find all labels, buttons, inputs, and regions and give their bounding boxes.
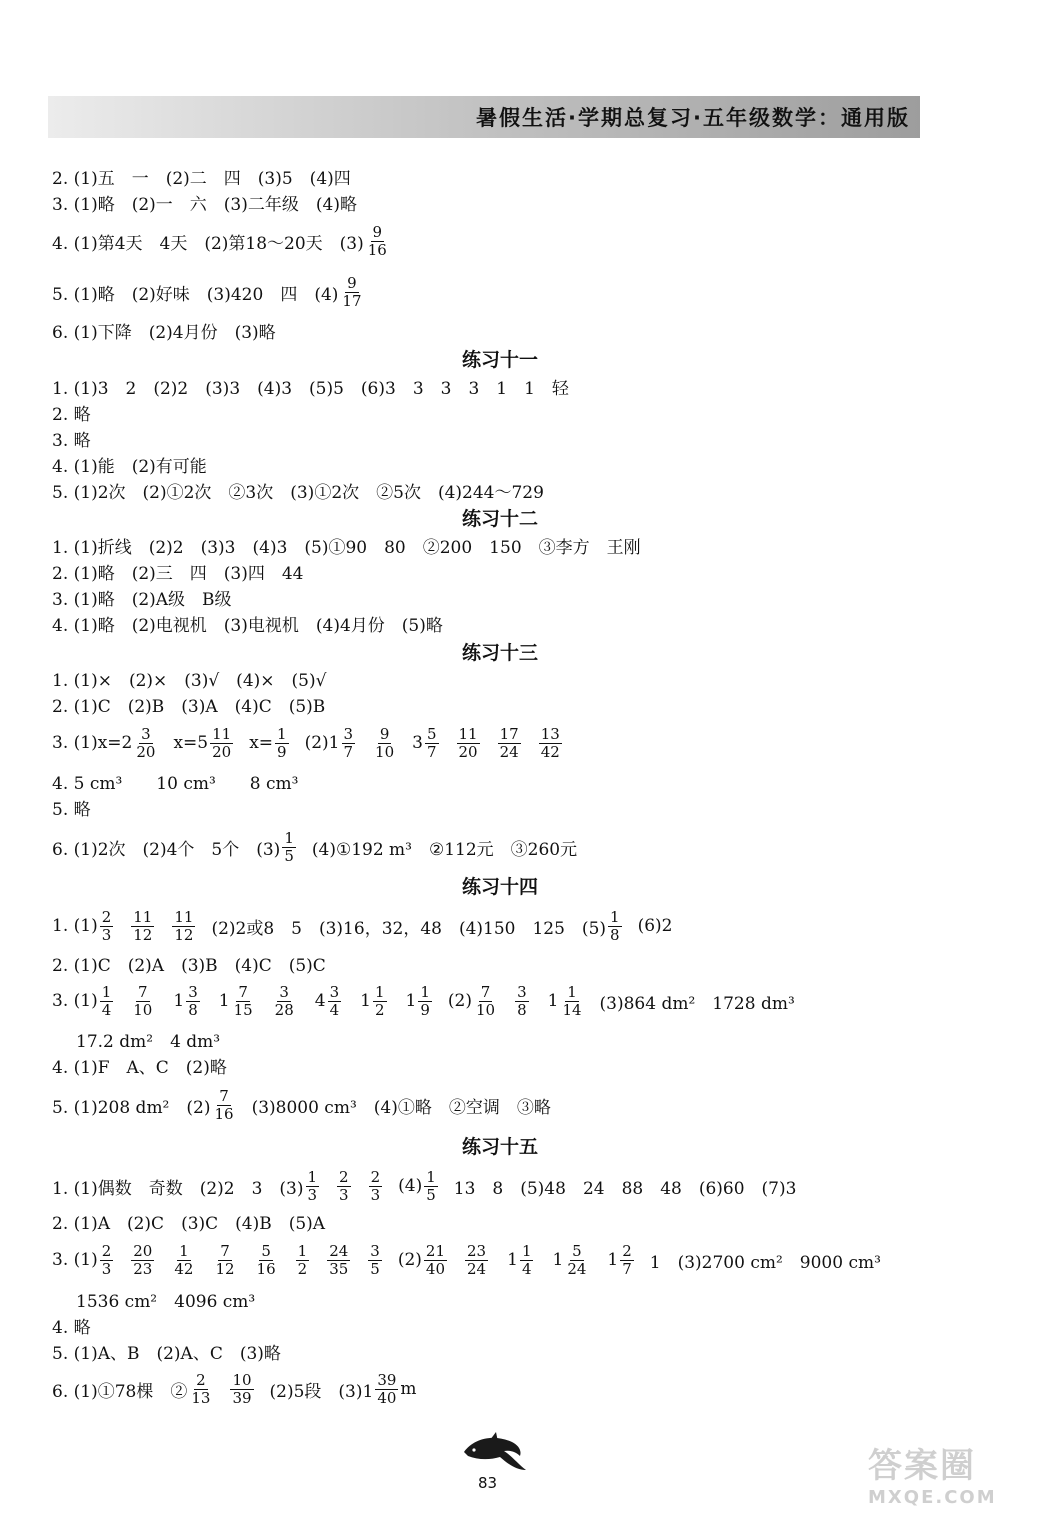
fraction: $\frac{1}{5}$ — [284, 828, 294, 865]
fraction: $\frac{9}{17}$ — [342, 273, 362, 310]
fraction: $\frac{3}{8}$ — [517, 982, 527, 1019]
fraction: $\frac{20}{23}$ — [133, 1241, 153, 1278]
fraction: $\frac{1}{8}$ — [610, 907, 620, 944]
fraction: $\frac{9}{16}$ — [367, 222, 387, 259]
fraction: $\frac{1}{9}$ — [420, 982, 430, 1019]
fraction: $\frac{7}{15}$ — [233, 982, 253, 1019]
fraction: $\frac{3}{4}$ — [329, 982, 340, 1019]
answer-line: 4. (1)第4天 4天 (2)第18～20天 (3) $\frac{9}{16}$ — [52, 222, 387, 259]
answer-line: 3. (1)略 (2)一 六 (3)二年级 (4)略 — [52, 194, 357, 215]
fraction: $\frac{3}{5}$ — [370, 1241, 380, 1278]
answer-line: 6. (1)2次 (2)4个 5个 (3) $\frac{1}{5}$ (4)①192 m³ ②112元 ③260元 — [52, 828, 578, 865]
fraction: $\frac{17}{24}$ — [499, 724, 519, 761]
fraction: $\frac{7}{16}$ — [214, 1086, 234, 1123]
fraction: $\frac{21}{40}$ — [425, 1241, 446, 1278]
fraction: $\frac{3}{7}$ — [343, 724, 354, 761]
answer-line: 6. (1)下降 (2)4月份 (3)略 — [52, 322, 276, 343]
answer-line: 4. 5 cm³ 10 cm³ 8 cm³ — [52, 773, 299, 794]
fraction: $\frac{10}{39}$ — [232, 1370, 252, 1407]
fraction: $\frac{11}{20}$ — [458, 724, 478, 761]
answer-line: 1. (1)3 2 (2)2 (3)3 (4)3 (5)5 (6)3 3 3 3 1 1 轻 — [52, 378, 569, 399]
answer-line: 3. (1) $\frac{2}{3}$ $\frac{20}{23}$ $\frac{1}{42}$ $\frac{7}{12}$ $\frac{5}{16}$ $\frac{1}{2}$ $\frac{24}{35}$ $\frac{3}{5}$ (2) $\frac{21}{40}$ $\frac{23}{24}$ 1 $\frac{1}{4}$ 1 $\frac{5}{24}$ 1 $\frac{2}{7}$ 1 (3)2700 cm² 9000 cm³ — [52, 1241, 881, 1278]
answer-line: 4. (1)略 (2)电视机 (3)电视机 (4)4月份 (5)略 — [52, 615, 443, 636]
fraction: $\frac{2}{3}$ — [339, 1167, 349, 1204]
dolphin-icon — [460, 1430, 532, 1476]
fraction: $\frac{7}{10}$ — [133, 982, 153, 1019]
answer-line: 5. (1)2次 (2)①2次 ②3次 (3)①2次 ②5次 (4)244～729 — [52, 482, 544, 503]
fraction: $\frac{3}{28}$ — [274, 982, 294, 1019]
fraction: $\frac{7}{12}$ — [215, 1241, 235, 1278]
answer-line: 1. (1)× (2)× (3)√ (4)× (5)√ — [52, 670, 327, 691]
fraction: $\frac{13}{42}$ — [540, 724, 560, 761]
fraction: $\frac{39}{40}$ — [377, 1370, 397, 1407]
section-heading: 练习十四 — [461, 876, 538, 898]
fraction: $\frac{5}{16}$ — [256, 1241, 276, 1278]
answer-line: 3. (1)略 (2)A级 B级 — [52, 589, 232, 610]
answer-line: 1. (1) $\frac{2}{3}$ $\frac{11}{12}$ $\frac{11}{12}$ (2)2或8 5 (3)16，32，48 (4)150 125 (5) $\frac{1}{8}$ (6)2 — [52, 907, 673, 944]
fraction: $\frac{11}{12}$ — [174, 907, 194, 944]
answer-line: 17.2 dm² 4 dm³ — [76, 1031, 221, 1052]
answer-line: 1536 cm² 4096 cm³ — [76, 1291, 256, 1312]
fraction: $\frac{1}{4}$ — [521, 1241, 532, 1278]
fraction: $\frac{3}{8}$ — [188, 982, 198, 1019]
fraction: $\frac{24}{35}$ — [329, 1241, 349, 1278]
answer-line: 3. (1) $\frac{1}{4}$ $\frac{7}{10}$ 1 $\frac{3}{8}$ 1 $\frac{7}{15}$ $\frac{3}{28}$ 4 $\frac{3}{4}$ 1 $\frac{1}{2}$ 1 $\frac{1}{9}$ (2) $\frac{7}{10}$ $\frac{3}{8}$ 1 $\frac{1}{14}$ (3)864 dm² 1728 dm³ — [52, 982, 795, 1019]
fraction: $\frac{11}{20}$ — [212, 724, 232, 761]
answer-line: 1. (1)偶数 奇数 (2)2 3 (3) $\frac{1}{3}$ $\frac{2}{3}$ $\frac{2}{3}$ (4) $\frac{1}{5}$ 13 8 (5)48 24 88 48 (6)60 (7)3 — [52, 1167, 797, 1204]
fraction: $\frac{1}{9}$ — [277, 724, 287, 761]
fraction: $\frac{2}{3}$ — [370, 1167, 381, 1204]
answer-line: 5. (1)208 dm² (2) $\frac{7}{16}$ (3)8000 cm³ (4)①略 ②空调 ③略 — [52, 1086, 551, 1123]
fraction: $\frac{1}{14}$ — [562, 982, 582, 1019]
header-title: 暑假生活·学期总复习·五年级数学：通用版 — [476, 106, 910, 130]
answer-line: 3. (1)x=2 $\frac{3}{20}$ x=5 $\frac{11}{20}$ x= $\frac{1}{9}$ (2)1 $\frac{3}{7}$ $\frac{9}{10}$ 3 $\frac{5}{7}$ $\frac{11}{20}$ $\frac{17}{24}$ $\frac{13}{42}$ — [52, 724, 560, 761]
section-heading: 练习十一 — [461, 349, 538, 371]
fraction: $\frac{11}{12}$ — [133, 907, 153, 944]
fraction: $\frac{5}{7}$ — [426, 724, 437, 761]
fraction: $\frac{2}{7}$ — [622, 1241, 632, 1278]
fraction: $\frac{3}{20}$ — [136, 724, 156, 761]
fraction: $\frac{1}{4}$ — [101, 982, 112, 1019]
fraction: $\frac{1}{42}$ — [174, 1241, 194, 1278]
answer-line: 2. (1)略 (2)三 四 (3)四 44 — [52, 563, 304, 584]
fraction: $\frac{7}{10}$ — [475, 982, 496, 1019]
fraction: $\frac{1}{2}$ — [374, 982, 385, 1019]
answer-line: 4. (1)F A、C (2)略 — [52, 1057, 227, 1078]
section-heading: 练习十二 — [461, 508, 538, 530]
fraction: $\frac{2}{3}$ — [101, 1241, 112, 1278]
answer-line: 2. (1)五 一 (2)二 四 (3)5 (4)四 — [52, 168, 351, 189]
fraction: $\frac{5}{24}$ — [567, 1241, 587, 1278]
answer-line: 2. (1)C (2)B (3)A (4)C (5)B — [52, 696, 326, 717]
watermark-bottom: MXQE.COM — [868, 1487, 997, 1508]
fraction: $\frac{9}{10}$ — [375, 724, 395, 761]
section-heading: 练习十五 — [461, 1136, 538, 1158]
answer-line: 3. 略 — [52, 430, 91, 451]
answer-line: 4. (1)能 (2)有可能 — [52, 456, 207, 477]
answer-line: 5. (1)A、B (2)A、C (3)略 — [52, 1343, 281, 1364]
fraction: $\frac{2}{13}$ — [191, 1370, 211, 1407]
fraction: $\frac{2}{3}$ — [101, 907, 112, 944]
answer-line: 1. (1)折线 (2)2 (3)3 (4)3 (5)①90 80 ②200 150 ③李方 王刚 — [52, 537, 641, 558]
page-number: 83 — [478, 1474, 498, 1492]
watermark-top: 答案圈 — [868, 1446, 976, 1486]
answer-line: 5. (1)略 (2)好味 (3)420 四 (4) $\frac{9}{17}$ — [52, 273, 362, 310]
fraction: $\frac{1}{3}$ — [307, 1167, 318, 1204]
answer-line: 5. 略 — [52, 799, 91, 820]
answer-line: 2. (1)A (2)C (3)C (4)B (5)A — [52, 1213, 326, 1234]
fraction: $\frac{23}{24}$ — [467, 1241, 487, 1278]
answer-line: 2. 略 — [52, 404, 91, 425]
answer-line: 2. (1)C (2)A (3)B (4)C (5)C — [52, 955, 326, 976]
section-heading: 练习十三 — [461, 642, 538, 664]
header-banner — [48, 96, 920, 138]
fraction: $\frac{1}{2}$ — [297, 1241, 308, 1278]
watermark — [868, 1438, 997, 1508]
answer-line: 6. (1)①78棵 ② $\frac{2}{13}$ $\frac{10}{39}$ (2)5段 (3)1 $\frac{39}{40}$ m — [52, 1370, 417, 1407]
answer-line: 4. 略 — [52, 1317, 91, 1338]
fraction: $\frac{1}{5}$ — [426, 1167, 436, 1204]
